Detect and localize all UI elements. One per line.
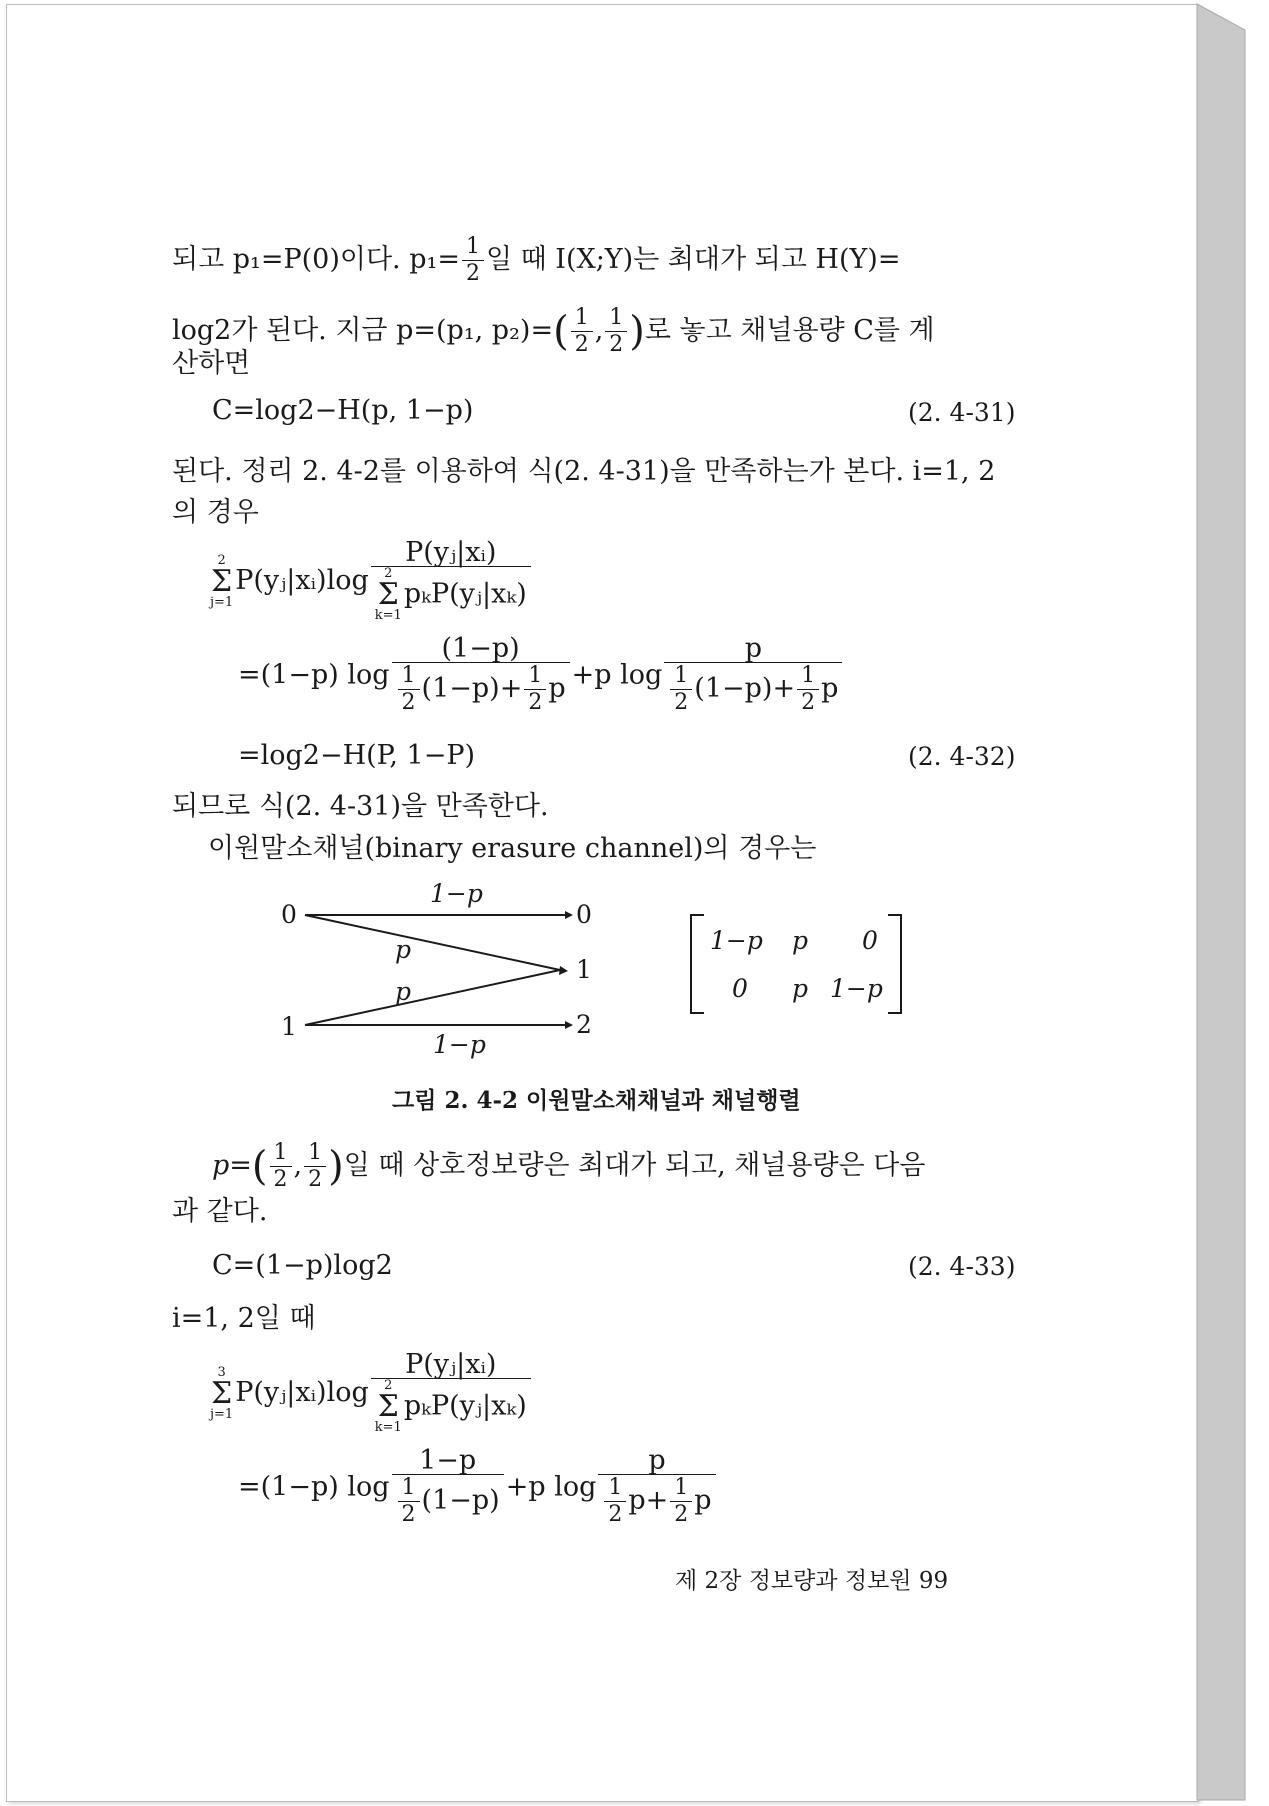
label-top-1-p: 1−p	[430, 879, 483, 908]
equation-2-4-33: C=(1−p)log2	[212, 1250, 393, 1281]
output-1: 1	[576, 955, 592, 984]
text-line-3: 산하면	[172, 348, 251, 379]
expression-line-4: =(1−p) log 1−p $\frac{1}{2}$ (1−p) +p log p $\frac{1}{2}$ p+ $\frac{1}{2}$ p	[238, 1448, 718, 1528]
figure-caption: 그림 2. 4-2 이원말소채채널과 채널행렬	[392, 1087, 801, 1114]
text-line-9: 과 같다.	[172, 1196, 268, 1227]
equation-number-33: (2. 4-33)	[908, 1252, 1016, 1281]
text-line-8: p=( $\frac{1}{2}$ , $\frac{1}{2}$ )일 때 상호정보량은 최대가 되고, 채널용량은 다음	[212, 1140, 926, 1192]
channel-matrix: 1−p p 0 0 p 1−p	[690, 914, 902, 1014]
text-line-4: 된다. 정리 2. 4-2를 이용하여 식(2. 4-31)을 만족하는가 본다. i=1, 2	[172, 456, 996, 487]
label-bottom-1-p: 1−p	[433, 1030, 486, 1059]
label-p-lower: p	[395, 977, 412, 1006]
output-0: 0	[576, 900, 592, 929]
input-1: 1	[281, 1012, 297, 1041]
text-line-5: 의 경우	[172, 497, 259, 528]
expression-line-3: =log2−H(P, 1−P)	[238, 740, 476, 771]
fraction-half: $\frac{1}{2}$	[462, 234, 484, 287]
input-0: 0	[281, 900, 297, 929]
sum-expression-1: 2 Σ j=1 P(yⱼ|xᵢ)log P(yⱼ|xᵢ) 2 Σ k=1 pₖP(yⱼ|xₖ)	[210, 540, 533, 623]
text-line-10: i=1, 2일 때	[172, 1303, 316, 1334]
text-line-6: 되므로 식(2. 4-31)을 만족한다.	[172, 791, 549, 822]
equation-number-31: (2. 4-31)	[908, 398, 1016, 427]
equation-number-32: (2. 4-32)	[908, 742, 1016, 771]
label-p-upper: p	[395, 935, 412, 964]
expression-line-2: =(1−p) log (1−p) $\frac{1}{2}$ (1−p)+ $\frac{1}{2}$ p +p log p $\frac{1}{2}$ (1−p)+ $\frac{1}{2}$ p	[238, 636, 844, 716]
sum-expression-2: 3 Σ j=1 P(yⱼ|xᵢ)log P(yⱼ|xᵢ) 2 Σ k=1 pₖP(yⱼ|xₖ)	[210, 1352, 533, 1435]
page-edge	[1195, 0, 1269, 1806]
page-footer: 제 2장 정보량과 정보원 99	[675, 1568, 949, 1594]
text-line-1: 되고 p₁=P(0)이다. p₁= $\frac{1}{2}$ 일 때 I(X;Y)는 최대가 되고 H(Y)=	[172, 234, 901, 286]
text-line-7: 이원말소채널(binary erasure channel)의 경우는	[208, 833, 817, 864]
output-2: 2	[576, 1010, 592, 1039]
text-line-2: log2가 된다. 지금 p=(p₁, p₂)=( $\frac{1}{2}$ , $\frac{1}{2}$ )로 놓고 채널용량 C를 계	[172, 305, 935, 357]
equation-2-4-31: C=log2−H(p, 1−p)	[212, 395, 474, 426]
